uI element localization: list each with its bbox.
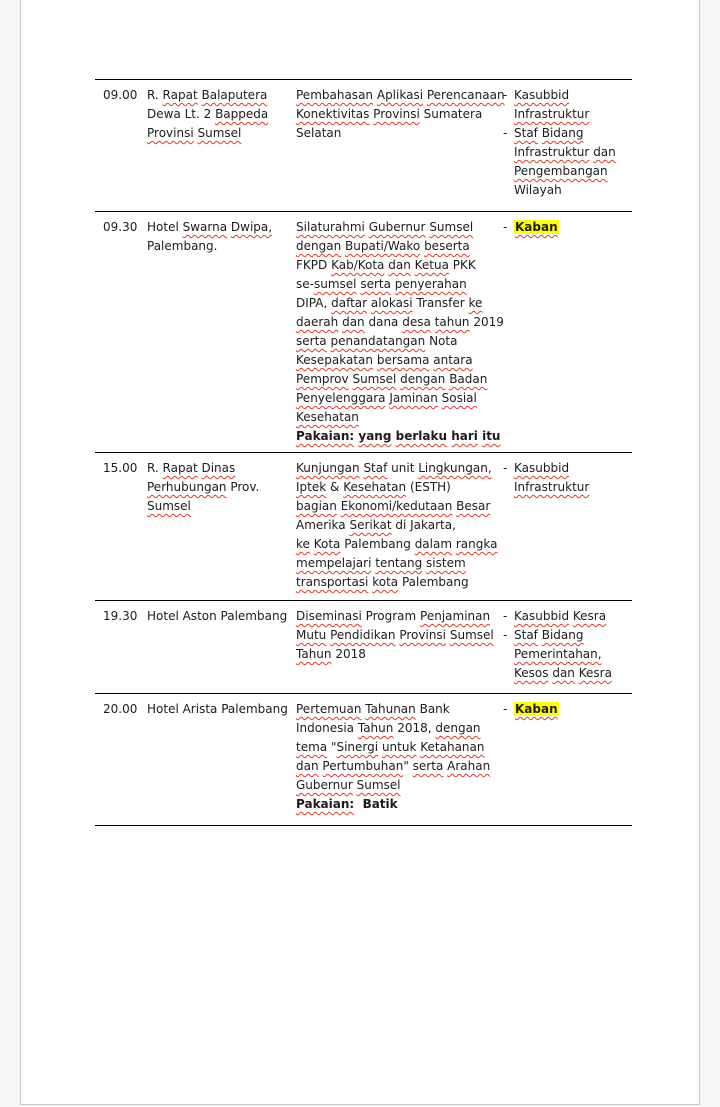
text-run: Kasubbid [514,609,570,623]
text-line [296,237,503,256]
text-line [514,626,612,645]
text-run: 2018, [393,721,436,735]
text-line [296,332,503,351]
text-run: Tahun [296,647,332,661]
attendees-cell [503,607,632,693]
time-cell [95,86,147,211]
text-run: Hotel [147,220,183,234]
text-run: Kab/Kota [331,258,385,272]
text-run: Kesepakatan [296,353,374,367]
text-line [296,738,503,757]
text-run: Kota [313,537,341,551]
text-run: Infrastruktur [514,107,590,121]
attendee-text [514,218,559,237]
text-line [103,700,147,719]
text-line [514,181,616,200]
text-run: Balaputera [201,88,268,102]
text-run: dan [593,145,616,159]
description-cell [296,700,503,825]
text-run: Hotel Arista Palembang [147,702,288,716]
text-run: Aplikasi [376,88,424,102]
text-run: antara [433,353,473,367]
attendee-dash: - [503,220,512,234]
text-run: serta [296,334,327,348]
text-line [147,607,296,626]
text-run: Ekonomi/kedutaan [340,499,453,513]
text-run: Iptek [296,480,327,494]
location-cell [147,86,296,211]
description-cell [296,86,503,211]
text-run: Staf [514,126,538,140]
text-run: Diseminasi [296,609,362,623]
text-run: dengan [435,721,481,735]
attendee-dash: - [503,126,512,140]
text-run: Swarna [182,220,228,234]
text-run: Nota [425,334,458,348]
text-run: Indonesia [296,721,358,735]
text-run: Pembahasan [296,88,374,102]
text-run: Sumsel [449,628,494,642]
text-run: Serikat [349,518,392,532]
text-line [514,645,612,664]
text-line [514,124,616,143]
attendee-text [514,86,589,124]
text-run: se- [296,277,314,291]
text-run: Provinsi [147,126,194,140]
text-run: Pakaian: [296,797,355,811]
text-run: dana [364,315,403,329]
text-run: beserta [424,239,470,253]
text-line [296,607,503,626]
text-run: R. [147,461,163,475]
text-line [514,664,612,683]
text-run: Mutu [296,628,327,642]
text-run: bagian [296,499,337,513]
text-run: Perhubungan [147,480,227,494]
text-run: Kesos [514,666,549,680]
attendee-dash: - [503,609,512,623]
text-run: Arahan [447,759,491,773]
text-line [103,459,147,478]
text-line [514,86,589,105]
text-run: Dwipa, [230,220,273,234]
text-run: Bupati/Wako [345,239,421,253]
text-run: Sinergi [336,740,379,754]
text-run: Pemerintahan, [514,647,602,661]
attendee-dash: - [503,702,512,716]
text-run: FKPD [296,258,332,272]
text-line [296,294,503,313]
text-run: Sumsel [356,778,401,792]
text-run: di Jakarta, [391,518,456,532]
text-line [296,370,503,389]
text-line [296,478,503,497]
text-line [514,162,616,181]
table-row [95,693,632,825]
table-row [95,600,632,693]
attendee-item [503,459,632,497]
text-line [296,700,503,719]
text-run: Staf [363,461,388,475]
text-run: Rapat [162,88,198,102]
text-run: Perencanaan [426,88,505,102]
text-run: Bidang [541,628,584,642]
text-run: Pendidikan [330,628,396,642]
text-line [103,218,147,237]
text-line [296,427,503,446]
text-run: dalam [414,537,453,551]
time-cell [95,218,147,452]
text-line [296,776,503,795]
description-cell [296,607,503,693]
text-run: Provinsi [373,107,420,121]
text-line [103,86,147,105]
text-run: Gubernur [368,220,426,234]
text-run: (ESTH) [406,480,451,494]
location-cell [147,459,296,600]
text-line [296,105,503,124]
text-run: alokasi [370,296,413,310]
text-run: PKK [448,258,476,272]
text-run: Rapat [162,461,198,475]
text-line [296,516,503,535]
attendees-cell [503,218,632,452]
text-run: & [326,480,344,494]
text-run: Kesra [578,666,612,680]
text-run: hari [451,429,478,443]
text-run: Sosial [441,391,477,405]
location-cell [147,218,296,452]
text-run: Ketahanan [420,740,485,754]
text-run: Pemprov [296,372,349,386]
text-run: Palembang [340,537,415,551]
text-run: Selatan [296,126,342,140]
text-run: serta [412,759,444,773]
text-run: Palembang [398,575,469,589]
text-line [147,478,296,497]
attendee-dash: - [503,628,512,642]
text-run: Kaban [515,702,558,716]
text-line [296,757,503,776]
text-line [147,105,296,124]
text-line [296,408,503,427]
text-run: Lingkungan, [418,461,492,475]
attendees-cell [503,459,632,600]
text-line [514,218,559,237]
text-run: dengan [400,372,446,386]
text-run: rangka [455,537,498,551]
text-run: 2019 [469,315,504,329]
text-run: dan [552,666,575,680]
attendees-cell [503,700,632,825]
text-run: Kesehatan [296,410,359,424]
text-run: Amerika [296,518,350,532]
text-line [103,607,147,626]
text-run: dan [296,759,319,773]
table-row [95,452,632,600]
text-run: 2018 [331,647,366,661]
text-run: Sumsel [197,126,242,140]
text-line [296,218,503,237]
text-run: Batik [362,797,398,811]
text-run: Transfer [412,296,469,310]
text-run [354,797,362,811]
text-run: bersama [376,353,430,367]
text-line [296,313,503,332]
text-run: Kasubbid [514,88,570,102]
text-run: tema [296,740,328,754]
text-run: penyerahan [394,277,467,291]
text-run: untuk [381,740,417,754]
text-line [296,554,503,573]
text-line [296,573,503,592]
text-run: Penyelenggara [296,391,386,405]
text-run: Gubernur [296,778,353,792]
text-run: Pakaian: [296,429,355,443]
text-line [296,459,503,478]
text-run: Dinas [201,461,236,475]
text-run: Pertumbuhan [322,759,404,773]
attendee-item [503,700,632,719]
text-run: Kasubbid [514,461,570,475]
attendee-dash: - [503,88,512,102]
text-run: sumsel [313,277,357,291]
attendee-item [503,86,632,124]
text-line [296,86,503,105]
text-run: Bappeda [215,107,269,121]
text-run: Badan [449,372,488,386]
text-run: Bank [415,702,450,716]
text-run: DIPA, [296,296,332,310]
time-cell [95,607,147,693]
text-line [514,105,589,124]
text-run: " [327,740,337,754]
text-run: Sumsel [352,372,397,386]
text-run: daftar [331,296,368,310]
location-cell [147,700,296,825]
text-run: Staf [514,628,538,642]
text-run: Konektivitas [296,107,370,121]
time-value: 15.00 [103,461,138,475]
text-line [514,478,589,497]
text-run: Besar [456,499,491,513]
text-run: mempelajari [296,556,372,570]
description-cell [296,218,503,452]
text-run: serta [360,277,391,291]
text-run: dan [388,258,411,272]
text-run: Infrastruktur [514,145,590,159]
attendee-item [503,626,632,683]
text-run: penandatangan [330,334,426,348]
attendee-text [514,700,559,719]
text-line [514,607,606,626]
text-run: R. [147,88,163,102]
text-run: itu [482,429,501,443]
text-run: daerah [296,315,339,329]
text-run: Sumsel [147,499,191,513]
text-run: berlaku [395,429,448,443]
text-line [514,700,559,719]
attendee-item [503,218,632,237]
text-line [296,719,503,738]
text-line [147,497,296,516]
text-line [296,275,503,294]
text-run: Sumatera [419,107,483,121]
text-run: Provinsi [399,628,447,642]
text-run: Jaminan [389,391,438,405]
text-run: dengan [296,239,342,253]
text-run: ke [296,537,310,551]
text-line [296,256,503,275]
text-run: Hotel Aston Palembang [147,609,288,623]
description-cell [296,459,503,600]
text-run: Kesehatan [343,480,407,494]
time-cell [95,700,147,825]
schedule-table [95,79,632,826]
text-run: tahun [434,315,470,329]
text-run: Prov. [226,480,260,494]
attendee-text [514,626,612,683]
text-line [296,645,503,664]
text-run: Kesra [572,609,607,623]
text-run: sistem [426,556,466,570]
text-run: Dewa Lt. 2 [147,107,216,121]
text-run: desa [402,315,431,329]
text-line [147,459,296,478]
text-run: Sumsel [429,220,474,234]
text-line [147,237,296,256]
text-run: " [403,759,413,773]
text-run: dan [342,315,365,329]
time-value: 09.30 [103,220,138,234]
text-run: ke [468,296,483,310]
text-run: Bidang [541,126,584,140]
text-line [147,218,296,237]
table-row [95,211,632,452]
text-run: Kaban [515,220,558,234]
text-run: tentang [375,556,423,570]
text-line [296,124,503,143]
text-run: Program [361,609,421,623]
text-run: Pertemuan [296,702,362,716]
attendee-item [503,607,632,626]
text-line [296,351,503,370]
attendee-text [514,459,589,497]
text-run: Penjaminan [420,609,491,623]
text-run: Wilayah [514,183,562,197]
text-line [147,86,296,105]
text-line [296,795,503,814]
text-line [147,124,296,143]
text-line [296,497,503,516]
text-run: Ketua [414,258,449,272]
text-line [147,700,296,719]
document-page [20,0,700,1105]
time-value: 19.30 [103,609,138,623]
text-run: Infrastruktur [514,480,590,494]
time-cell [95,459,147,600]
text-run: Kunjungan [296,461,360,475]
text-line [296,535,503,554]
text-run: kota [372,575,399,589]
text-run: Tahunan [365,702,416,716]
attendee-text [514,607,606,626]
text-run: Palembang. [147,239,218,253]
table-row [95,79,632,211]
attendee-dash: - [503,461,512,475]
text-run: transportasi [296,575,369,589]
attendee-text [514,124,616,200]
attendees-cell [503,86,632,211]
text-run: unit [387,461,419,475]
text-run: Pengembangan [514,164,608,178]
time-value: 09.00 [103,88,138,102]
text-line [514,143,616,162]
location-cell [147,607,296,693]
text-run: Tahun [357,721,394,735]
text-run: yang [358,429,392,443]
text-line [296,389,503,408]
time-value: 20.00 [103,702,138,716]
text-line [514,459,589,478]
text-run: Silaturahmi [296,220,365,234]
text-line [296,626,503,645]
attendee-item [503,124,632,200]
